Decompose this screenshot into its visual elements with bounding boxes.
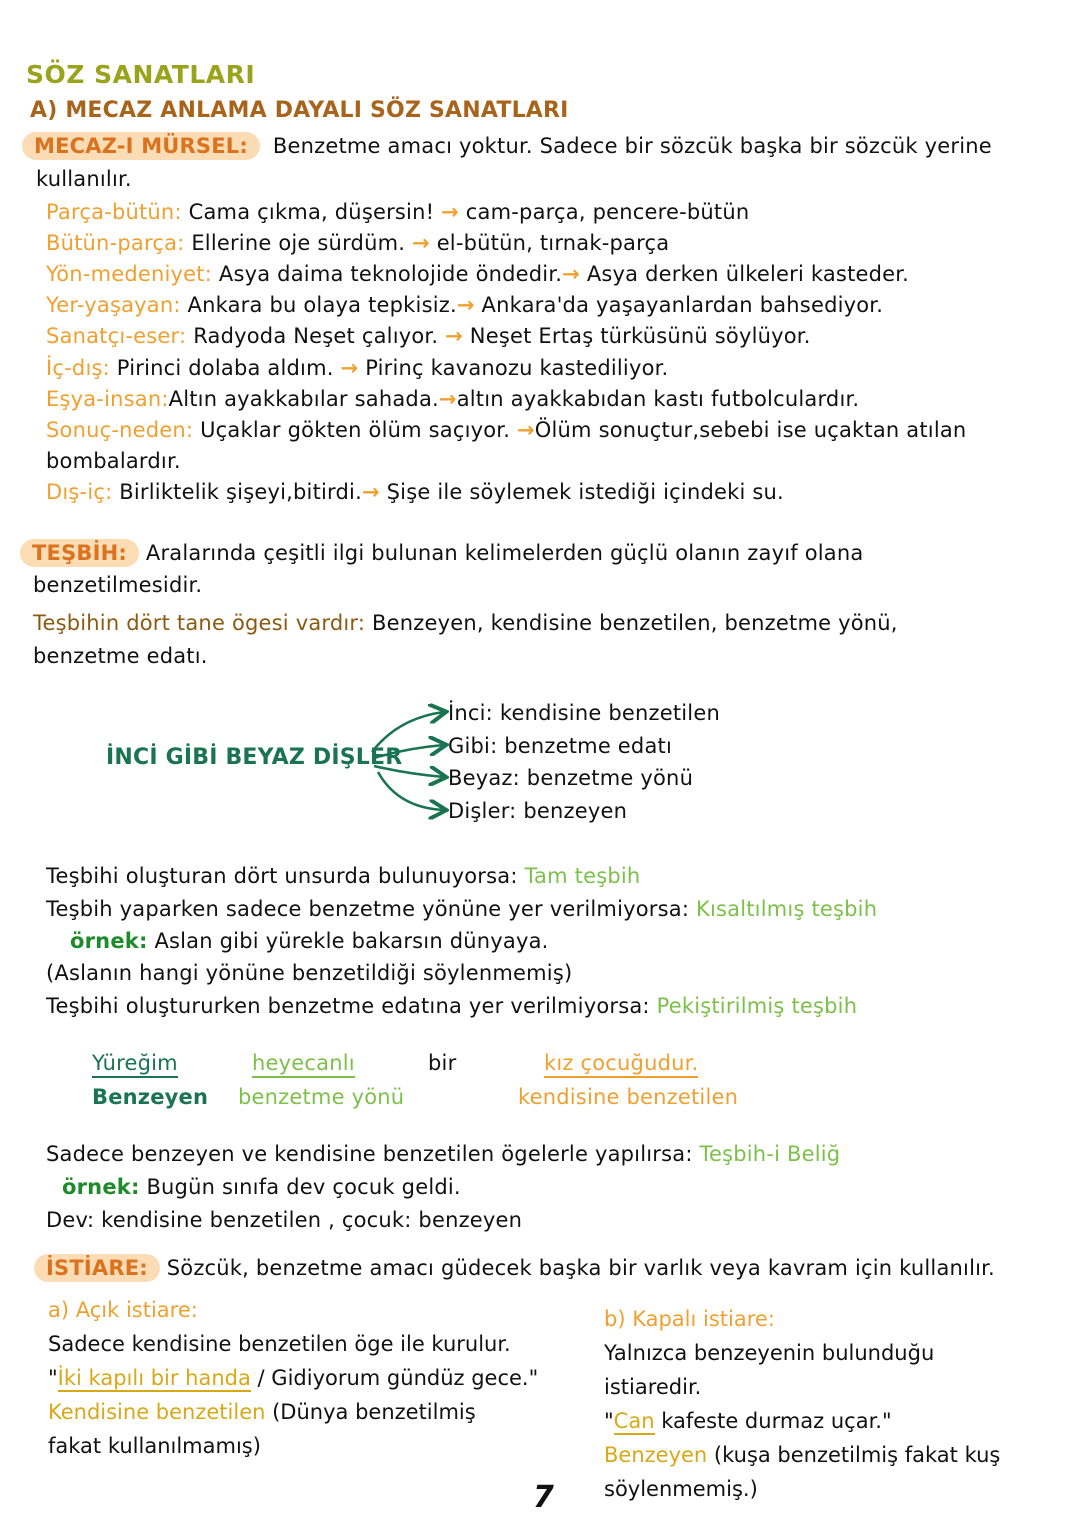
section-heading: A) MECAZ ANLAMA DAYALI SÖZ SANATLARI [30,98,569,123]
example-line: örnek: Aslan gibi yürekle bakarsın dünyaya. [70,929,549,953]
arrow-icon: → [445,324,463,348]
definition-continued: kullanılır. [36,167,132,191]
list-item: Sanatçı-eser: Radyoda Neşet çalıyor. → Neşet Ertaş türküsünü söylüyor. [46,324,811,348]
tesbih-label: TEŞBİH: [20,539,139,567]
kapali-istiare-title: b) Kapalı istiare: [604,1307,775,1331]
kisaltilmis-tesbih-line: Teşbih yaparken sadece benzetme yönüne yer verilmiyorsa: Kısaltılmış teşbih [46,897,878,921]
diagram-branch: Dişler: benzeyen [448,799,628,823]
tesbih-i-belig-line: Sadece benzeyen ve kendisine benzetilen ögelerle yapılırsa: Teşbih-i Beliğ [46,1142,841,1166]
diagram-branch: Gibi: benzetme edatı [448,734,672,758]
example-role: benzetme yönü [238,1085,405,1109]
example-word: kız çocuğudur. [544,1048,698,1078]
mecaz-mursel-label: MECAZ-I MÜRSEL: [22,132,260,160]
pekistirilmis-tesbih-line: Teşbihi oluştururken benzetme edatına yer verilmiyorsa: Pekiştirilmiş teşbih [46,994,858,1018]
list-item: Eşya-insan:Altın ayakkabılar sahada.→altın ayakkabıdan kastı futbolculardır. [46,387,860,411]
example-word: Yüreğim [92,1048,178,1078]
list-item: İç-dış: Pirinci dolaba aldım. → Pirinç kavanozu kastediliyor. [46,356,669,380]
arrow-icon: → [456,293,475,317]
list-item: Dış-iç: Birliktelik şişeyi,bitirdi.→ Şişe ile söylemek istediği içindeki su. [46,480,784,504]
branch-arrows-icon [368,700,453,825]
example-line: örnek: Bugün sınıfa dev çocuk geldi. [62,1175,461,1199]
list-item: Sonuç-neden: Uçaklar gökten ölüm saçıyor. →Ölüm sonuçtur,sebebi ise uçaktan atılan [46,418,967,442]
arrow-icon: → [412,231,430,255]
note-line: Dev: kendisine benzetilen , çocuk: benzeyen [46,1208,523,1232]
arrow-icon: → [562,262,580,286]
tesbih-elements: Teşbihin dört tane ögesi vardır: Benzeyen, kendisine benzetilen, benzetme yönü, [33,611,898,635]
arrow-icon: → [516,418,535,442]
diagram-phrase: İNCİ GİBİ BEYAZ DİŞLER [106,745,403,770]
arrow-icon: → [340,356,359,380]
arrow-icon: → [361,480,380,504]
diagram-branch: Beyaz: benzetme yönü [448,766,694,790]
tam-tesbih-line: Teşbihi oluşturan dört unsurda bulunuyorsa: Tam teşbih [46,864,641,888]
list-item: Yer-yaşayan: Ankara bu olaya tepkisiz.→ Ankara'da yaşayanlardan bahsediyor. [46,293,884,317]
example-word: bir [428,1051,457,1075]
list-item: Bütün-parça: Ellerine oje sürdüm. → el-bütün, tırnak-parça [46,231,670,255]
acik-istiare-title: a) Açık istiare: [48,1298,198,1322]
tesbih-definition: TEŞBİH: Aralarında çeşitli ilgi bulunan kelimelerden güçlü olanın zayıf olana [20,538,863,568]
example-word: heyecanlı [252,1048,355,1078]
list-item: Yön-medeniyet: Asya daima teknolojide öndedir.→ Asya derken ülkeleri kasteder. [46,262,910,286]
arrow-icon: → [438,387,457,411]
tesbih-elements-continued: benzetme edatı. [33,644,208,668]
kapali-istiare-block: b) Kapalı istiare: Yalnızca benzeyenin bulunduğu istiaredir. "Can kafeste durmaz uçar." Benzeyen (kuşa benzetilmiş fakat kuş söylenmemiş.) [604,1302,1000,1506]
mecaz-mursel-definition: MECAZ-I MÜRSEL: Benzetme amacı yoktur. Sadece bir sözcük başka bir sözcük yerine [22,131,992,161]
list-item-continued: bombalardır. [46,449,181,473]
page-title: SÖZ SANATLARI [26,60,256,89]
example-role: kendisine benzetilen [518,1085,739,1109]
arrow-icon: → [441,200,459,224]
example-role: Benzeyen [92,1085,209,1109]
diagram-branch: İnci: kendisine benzetilen [448,701,720,725]
definition-continued: benzetilmesidir. [33,573,203,597]
list-item: Parça-bütün: Cama çıkma, düşersin! → cam-parça, pencere-bütün [46,200,750,224]
page-number: 7 [533,1480,554,1515]
note-line: (Aslanın hangi yönüne benzetildiği söylenmemiş) [46,961,573,985]
istiare-label: İSTİARE: [34,1254,160,1282]
istiare-definition: İSTİARE: Sözcük, benzetme amacı güdecek başka bir varlık veya kavram için kullanılır. [34,1253,995,1283]
acik-istiare-block: a) Açık istiare: Sadece kendisine benzetilen öge ile kurulur. "İki kapılı bir handa / Gidiyorum gündüz gece." Kendisine benzetilen (Dünya benzetilmiş fakat kullanılmamış) [48,1293,538,1463]
